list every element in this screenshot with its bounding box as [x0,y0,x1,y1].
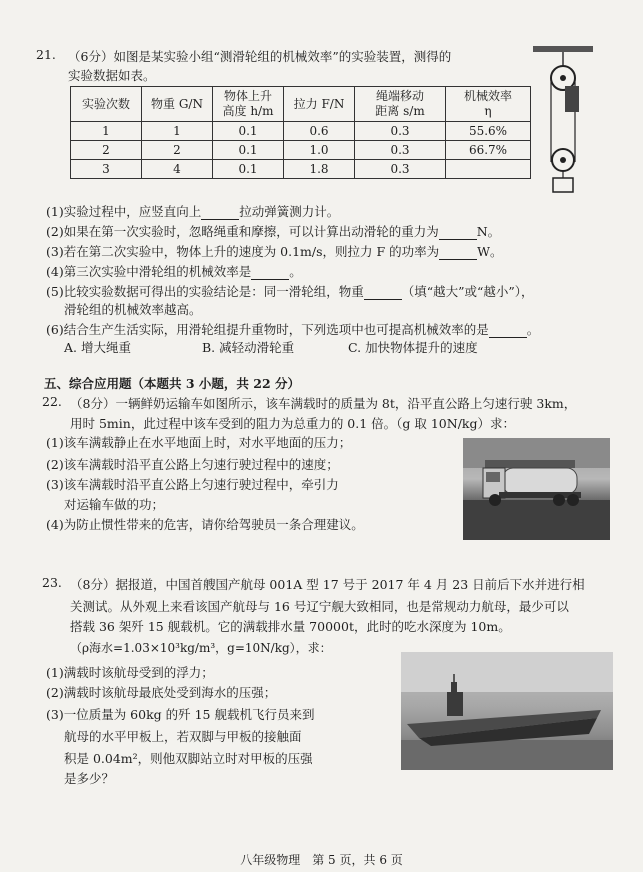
q21-number: 21. [36,47,56,62]
q22-part4: (4)为防止惯性带来的危害，请你给驾驶员一条合理建议。 [46,517,364,532]
table-cell: 0.6 [284,122,355,141]
table-cell: 0.3 [355,160,446,179]
q21-part3 [46,242,503,260]
answer-blank[interactable] [364,287,402,300]
table-cell: 2 [71,141,142,160]
table-cell: 0.3 [355,141,446,160]
q21-option-b: B. 减轻动滑轮重 [202,340,295,355]
q21-part4-text-end: 。 [289,264,302,279]
spring-scale [565,86,579,112]
q22-line2: 用时 5min，此过程中该车受到的阻力为总重力的 0.1 倍。（g 取 10N/kg）求： [70,416,515,431]
q21-part3-text-end: W。 [477,244,503,259]
header-force: 拉力 F/N [284,87,355,122]
table-header-row [71,87,531,122]
header-weight: 物重 G/N [142,87,213,122]
q21-part6-text: (6)结合生产生活实际，用滑轮组提升重物时，下列选项中也可提高机械效率的是 [46,322,489,337]
q23-part3-cont2: 积是 0.04m²，则他双脚站立时对甲板的压强 [64,751,313,766]
q23-line2: 关测试。从外观上来看该国产航母与 16 号辽宁舰大致相同，也是常规动力航母，最少可以 [70,599,569,614]
milk-truck-photo [463,438,610,540]
q22-number: 22. [42,394,62,409]
table-row [71,141,531,160]
q21-part6 [46,320,539,338]
q22-line1: （8分）一辆鲜奶运输车如图所示，该车满载时的质量为 8t，沿平直公路上匀速行驶 3km， [70,396,577,411]
q21-part6-text-end: 。 [526,322,540,337]
q22-part2: (2)该车满载时沿平直公路上匀速行驶过程中的速度； [46,457,339,472]
q21-option-c: C. 加快物体提升的速度 [348,340,478,355]
q21-part5-text-mid: （填“越大”或“越小”）， [401,284,534,299]
q23-line3: 搭载 36 架歼 15 舰载机。它的满载排水量 70000t，此时的吃水深度为 10m。 [70,619,511,634]
table-row [71,122,531,141]
table-cell: 0.1 [213,141,284,160]
q22-part3-cont: 对运输车做的功； [64,497,165,512]
table-cell: 0.1 [213,122,284,141]
header-height: 物体上升 高度 h/m [213,87,284,122]
ceiling-beam [533,46,593,52]
q21-part5-text: (5)比较实验数据可得出的实验结论是：同一滑轮组，物重 [46,284,364,299]
truck-illustration [463,438,610,540]
table-cell: 2 [142,141,213,160]
q23-part3-cont3: 是多少？ [64,771,115,786]
carrier-illustration [401,652,613,770]
table-cell: 1.0 [284,141,355,160]
table-cell: 1 [71,122,142,141]
answer-blank[interactable] [439,227,477,240]
q21-part1-text: (1)实验过程中，应竖直向上 [46,204,202,219]
q23-part2: (2)满载时该航母最底处受到海水的压强； [46,685,277,700]
table-cell [446,160,531,179]
table-cell: 4 [142,160,213,179]
answer-blank[interactable] [489,325,527,338]
q21-data-table [70,86,531,179]
q23-line1: （8分）据报道，中国首艘国产航母 001A 型 17 号于 2017 年 4 月 23 日前后下水并进行相 [70,577,585,592]
q23-given: （ρ海水=1.03×10³kg/m³，g=10N/kg），求： [70,641,332,655]
table-cell: 1 [142,122,213,141]
q23-part1: (1)满载时该航母受到的浮力； [46,665,214,680]
table-cell: 3 [71,160,142,179]
q23-part3-cont1: 航母的水平甲板上，若双脚与甲板的接触面 [64,729,302,744]
table-cell: 55.6% [446,122,531,141]
q21-part5-cont: 滑轮组的机械效率越高。 [64,302,202,317]
q21-intro-line1: （6分）如图是某实验小组“测滑轮组的机械效率”的实验装置，测得的 [68,49,452,64]
table-row [71,160,531,179]
q21-part1-text-end: 拉动弹簧测力计。 [239,204,340,219]
answer-blank[interactable] [439,247,477,260]
table-cell: 0.3 [355,122,446,141]
table-cell: 1.8 [284,160,355,179]
q21-intro-line2: 实验数据如表。 [68,68,156,83]
header-distance: 绳端移动 距离 s/m [355,87,446,122]
q21-part2-text: (2)如果在第一次实验时，忽略绳重和摩擦，可以计算出动滑轮的重力为 [46,224,439,239]
q23-number: 23. [42,575,62,590]
q21-part5 [46,282,534,300]
answer-blank[interactable] [201,207,239,220]
answer-blank[interactable] [251,267,289,280]
section-title: 五、综合应用题（本题共 3 小题，共 22 分） [44,376,301,391]
weight-block [553,178,573,192]
q23-part3: (3)一位质量为 60kg 的歼 15 舰载机飞行员来到 [46,707,315,722]
page-footer: 八年级物理 第 5 页，共 6 页 [240,853,403,867]
table-cell: 0.1 [213,160,284,179]
q22-part1: (1)该车满载静止在水平地面上时，对水平地面的压力； [46,435,352,450]
q21-part3-text: (3)若在第二次实验中，物体上升的速度为 0.1m/s，则拉力 F 的功率为 [46,244,440,259]
header-trial: 实验次数 [71,87,142,122]
q21-part1 [46,202,339,220]
header-efficiency: 机械效率 η [446,87,531,122]
q21-part4 [46,262,302,280]
q21-part2-text-end: N。 [476,224,501,239]
q21-part2 [46,222,500,240]
aircraft-carrier-photo [401,652,613,770]
q21-option-a: A. 增大绳重 [64,340,131,355]
q22-part3: (3)该车满载时沿平直公路上匀速行驶过程中，牵引力 [46,477,339,492]
table-cell: 66.7% [446,141,531,160]
pulley-apparatus-figure [525,44,603,194]
q21-part4-text: (4)第三次实验中滑轮组的机械效率是 [46,264,252,279]
